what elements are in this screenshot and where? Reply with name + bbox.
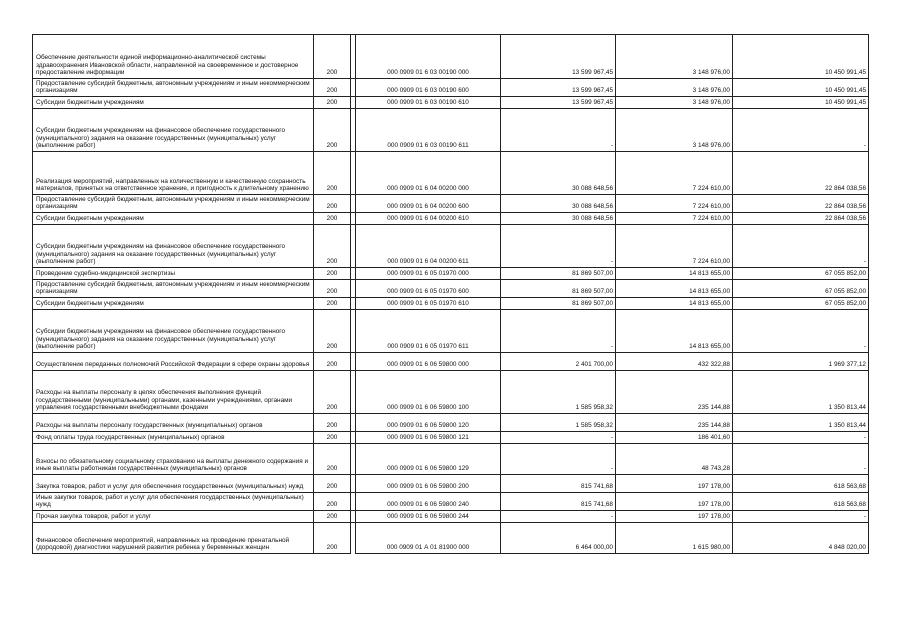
row-remaining-amount-cell: 4 848 020,00 (733, 523, 869, 554)
row-name-cell: Закупка товаров, работ и услуг для обеспечения государственных (муниципальных) нужд (33, 475, 314, 493)
row-code-cell: 200 (314, 280, 351, 298)
row-kbk-cell: 000 0909 01 6 04 00200 000 (356, 152, 501, 195)
row-name-cell: Осуществление переданных полномочий Российской Федерации в сфере охраны здоровья (33, 353, 314, 371)
row-executed-amount-cell: 197 178,00 (616, 493, 733, 511)
table-row (33, 523, 869, 554)
row-remaining-amount-cell: 10 450 991,45 (733, 35, 869, 79)
row-name-cell: Субсидии бюджетным учреждениям (33, 298, 314, 310)
row-name-cell: Прочая закупка товаров, работ и услуг (33, 511, 314, 523)
row-kbk-cell: 000 0909 01 6 05 01970 610 (356, 298, 501, 310)
table-row (33, 109, 869, 152)
row-kbk-cell: 000 0909 01 6 06 59800 129 (356, 444, 501, 475)
row-code-cell: 200 (314, 109, 351, 152)
row-code-cell: 200 (314, 475, 351, 493)
table-row (33, 97, 869, 109)
table-row (33, 79, 869, 97)
row-approved-amount-cell: - (501, 109, 616, 152)
row-kbk-cell: 000 0909 01 6 06 59800 100 (356, 371, 501, 414)
row-code-cell: 200 (314, 493, 351, 511)
row-remaining-amount-cell: 67 055 852,00 (733, 268, 869, 280)
row-executed-amount-cell: 3 148 976,00 (616, 35, 733, 79)
table-row (33, 414, 869, 432)
row-remaining-amount-cell: 22 864 038,56 (733, 213, 869, 225)
row-approved-amount-cell: - (501, 225, 616, 268)
row-executed-amount-cell: 14 813 655,00 (616, 268, 733, 280)
row-executed-amount-cell: 14 813 655,00 (616, 280, 733, 298)
row-remaining-amount-cell: 22 864 038,56 (733, 195, 869, 213)
row-kbk-cell: 000 0909 01 6 03 00190 611 (356, 109, 501, 152)
row-code-cell: 200 (314, 225, 351, 268)
row-name-cell: Предоставление субсидий бюджетным, автономным учреждениям и иным некоммерческим организациям (33, 195, 314, 213)
row-kbk-cell: 000 0909 01 6 06 59800 244 (356, 511, 501, 523)
row-approved-amount-cell: 815 741,68 (501, 475, 616, 493)
row-code-cell: 200 (314, 298, 351, 310)
table-row (33, 432, 869, 444)
table-row (33, 444, 869, 475)
row-approved-amount-cell: 815 741,68 (501, 493, 616, 511)
row-executed-amount-cell: 235 144,88 (616, 371, 733, 414)
table-row (33, 152, 869, 195)
row-code-cell: 200 (314, 444, 351, 475)
row-approved-amount-cell: 81 869 507,00 (501, 268, 616, 280)
row-approved-amount-cell: 6 464 000,00 (501, 523, 616, 554)
row-executed-amount-cell: 14 813 655,00 (616, 310, 733, 353)
budget-execution-table (32, 34, 869, 554)
row-remaining-amount-cell: 67 055 852,00 (733, 298, 869, 310)
row-executed-amount-cell: 186 401,60 (616, 432, 733, 444)
row-code-cell: 200 (314, 79, 351, 97)
row-remaining-amount-cell: 1 350 813,44 (733, 414, 869, 432)
row-approved-amount-cell: - (501, 310, 616, 353)
table-row (33, 310, 869, 353)
row-remaining-amount-cell: 22 864 038,56 (733, 152, 869, 195)
row-executed-amount-cell: 7 224 610,00 (616, 195, 733, 213)
row-kbk-cell: 000 0909 01 6 05 01970 000 (356, 268, 501, 280)
table-row (33, 353, 869, 371)
row-name-cell: Проведение судебно-медицинской экспертизы (33, 268, 314, 280)
row-approved-amount-cell: 30 088 648,56 (501, 152, 616, 195)
row-approved-amount-cell: 1 585 958,32 (501, 371, 616, 414)
table-row (33, 371, 869, 414)
row-remaining-amount-cell: 1 969 377,12 (733, 353, 869, 371)
row-name-cell: Фонд оплаты труда государственных (муниципальных) органов (33, 432, 314, 444)
row-executed-amount-cell: 7 224 610,00 (616, 152, 733, 195)
row-approved-amount-cell: - (501, 511, 616, 523)
row-executed-amount-cell: 432 322,88 (616, 353, 733, 371)
row-name-cell: Предоставление субсидий бюджетным, автономным учреждениям и иным некоммерческим организациям (33, 79, 314, 97)
table-row (33, 511, 869, 523)
row-remaining-amount-cell: 10 450 991,45 (733, 97, 869, 109)
row-code-cell: 200 (314, 371, 351, 414)
row-approved-amount-cell: 81 869 507,00 (501, 280, 616, 298)
row-kbk-cell: 000 0909 01 6 06 59800 200 (356, 475, 501, 493)
row-approved-amount-cell: - (501, 432, 616, 444)
row-remaining-amount-cell: - (733, 225, 869, 268)
row-remaining-amount-cell: 1 350 813,44 (733, 371, 869, 414)
row-executed-amount-cell: 3 148 976,00 (616, 97, 733, 109)
row-kbk-cell: 000 0909 01 6 05 01970 600 (356, 280, 501, 298)
row-name-cell: Обеспечение деятельности единой информационно-аналитической системы здравоохранения Ивановской области, направленной на своевременное и достоверное предоставление информации (33, 35, 314, 79)
row-name-cell: Субсидии бюджетным учреждениям (33, 213, 314, 225)
row-name-cell: Предоставление субсидий бюджетным, автономным учреждениям и иным некоммерческим организациям (33, 280, 314, 298)
row-executed-amount-cell: 197 178,00 (616, 475, 733, 493)
row-code-cell: 200 (314, 35, 351, 79)
row-remaining-amount-cell: - (733, 444, 869, 475)
row-code-cell: 200 (314, 353, 351, 371)
table-row (33, 475, 869, 493)
row-executed-amount-cell: 48 743,28 (616, 444, 733, 475)
row-kbk-cell: 000 0909 01 6 03 00190 610 (356, 97, 501, 109)
table-row (33, 195, 869, 213)
row-name-cell: Расходы на выплаты персоналу государственных (муниципальных) органов (33, 414, 314, 432)
row-remaining-amount-cell: - (733, 310, 869, 353)
row-remaining-amount-cell: 67 055 852,00 (733, 280, 869, 298)
budget-report-sheet (32, 34, 869, 554)
row-kbk-cell: 000 0909 01 6 06 59800 240 (356, 493, 501, 511)
row-executed-amount-cell: 1 615 980,00 (616, 523, 733, 554)
row-kbk-cell: 000 0909 01 6 04 00200 611 (356, 225, 501, 268)
row-remaining-amount-cell: - (733, 109, 869, 152)
row-executed-amount-cell: 7 224 610,00 (616, 225, 733, 268)
row-kbk-cell: 000 0909 01 6 05 01970 611 (356, 310, 501, 353)
row-remaining-amount-cell: - (733, 511, 869, 523)
row-name-cell: Расходы на выплаты персоналу в целях обеспечения выполнения функций государственными (муниципальными) органами, казенными учреждениями, органами управления государственными внебюджетными фондами (33, 371, 314, 414)
row-name-cell: Субсидии бюджетным учреждениям на финансовое обеспечение государственного (муниципального) задания на оказание государственных (муниципальных) услуг (выполнение работ) (33, 225, 314, 268)
row-executed-amount-cell: 197 178,00 (616, 511, 733, 523)
row-remaining-amount-cell: - (733, 432, 869, 444)
row-approved-amount-cell: 81 869 507,00 (501, 298, 616, 310)
row-code-cell: 200 (314, 97, 351, 109)
row-approved-amount-cell: 1 585 958,32 (501, 414, 616, 432)
row-remaining-amount-cell: 618 563,68 (733, 493, 869, 511)
row-approved-amount-cell: - (501, 444, 616, 475)
row-executed-amount-cell: 235 144,88 (616, 414, 733, 432)
row-name-cell: Субсидии бюджетным учреждениям на финансовое обеспечение государственного (муниципального) задания на оказание государственных (муниципальных) услуг (выполнение работ) (33, 109, 314, 152)
row-code-cell: 200 (314, 213, 351, 225)
row-name-cell: Финансовое обеспечение мероприятий, направленных на проведение пренатальной (дородовой) диагностики нарушений развития ребенка у беременных женщин (33, 523, 314, 554)
row-name-cell: Иные закупки товаров, работ и услуг для обеспечения государственных (муниципальных) нужд (33, 493, 314, 511)
row-code-cell: 200 (314, 152, 351, 195)
row-code-cell: 200 (314, 310, 351, 353)
row-kbk-cell: 000 0909 01 6 06 59800 000 (356, 353, 501, 371)
row-approved-amount-cell: 13 599 967,45 (501, 35, 616, 79)
row-code-cell: 200 (314, 432, 351, 444)
row-approved-amount-cell: 2 401 700,00 (501, 353, 616, 371)
row-kbk-cell: 000 0909 01 6 06 59800 120 (356, 414, 501, 432)
table-row (33, 225, 869, 268)
row-approved-amount-cell: 13 599 967,45 (501, 79, 616, 97)
row-name-cell: Субсидии бюджетным учреждениям на финансовое обеспечение государственного (муниципального) задания на оказание государственных (муниципальных) услуг (выполнение работ) (33, 310, 314, 353)
row-executed-amount-cell: 3 148 976,00 (616, 79, 733, 97)
row-kbk-cell: 000 0909 01 6 03 00190 600 (356, 79, 501, 97)
table-row (33, 493, 869, 511)
row-kbk-cell: 000 0909 01 6 04 00200 600 (356, 195, 501, 213)
table-row (33, 280, 869, 298)
table-row (33, 298, 869, 310)
row-remaining-amount-cell: 618 563,68 (733, 475, 869, 493)
row-code-cell: 200 (314, 523, 351, 554)
row-kbk-cell: 000 0909 01 6 04 00200 610 (356, 213, 501, 225)
row-executed-amount-cell: 7 224 610,00 (616, 213, 733, 225)
row-approved-amount-cell: 13 599 967,45 (501, 97, 616, 109)
row-approved-amount-cell: 30 088 648,56 (501, 213, 616, 225)
row-approved-amount-cell: 30 088 648,56 (501, 195, 616, 213)
table-row (33, 35, 869, 79)
row-executed-amount-cell: 14 813 655,00 (616, 298, 733, 310)
row-code-cell: 200 (314, 511, 351, 523)
row-kbk-cell: 000 0909 01 А 01 81900 000 (356, 523, 501, 554)
row-code-cell: 200 (314, 414, 351, 432)
row-name-cell: Реализация мероприятий, направленных на количественную и качественную сохранность материалов, принятых на ответственное хранение, и пригодность к длительному хранению (33, 152, 314, 195)
table-row (33, 213, 869, 225)
row-executed-amount-cell: 3 148 976,00 (616, 109, 733, 152)
row-code-cell: 200 (314, 268, 351, 280)
row-remaining-amount-cell: 10 450 991,45 (733, 79, 869, 97)
row-kbk-cell: 000 0909 01 6 03 00190 000 (356, 35, 501, 79)
row-kbk-cell: 000 0909 01 6 06 59800 121 (356, 432, 501, 444)
row-name-cell: Взносы по обязательному социальному страхованию на выплаты денежного содержания и иные выплаты работникам государственных (муниципальных) органов (33, 444, 314, 475)
table-row (33, 268, 869, 280)
row-name-cell: Субсидии бюджетным учреждениям (33, 97, 314, 109)
row-code-cell: 200 (314, 195, 351, 213)
